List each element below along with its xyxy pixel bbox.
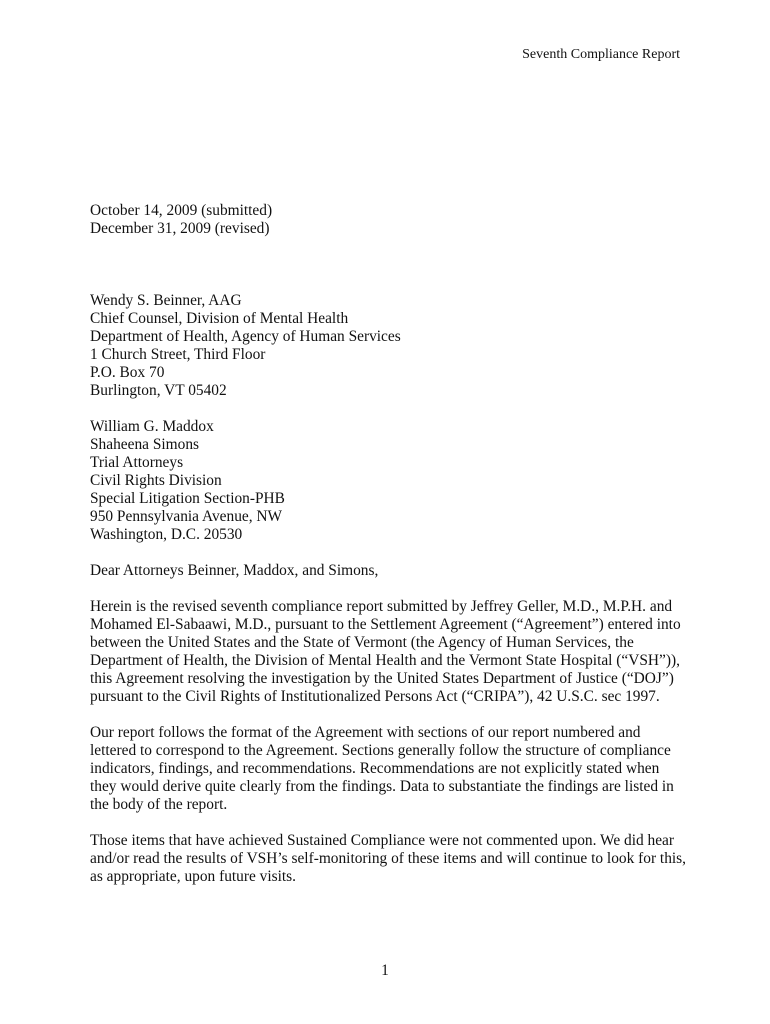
date-submitted: October 14, 2009 (submitted) [90,202,273,219]
salutation [90,562,688,580]
paragraph-line: Mohamed El-Sabaawi, M.D., pursuant to the Settlement Agreement (“Agreement”) entered into [90,616,681,633]
salutation-text: Dear Attorneys Beinner, Maddox, and Simons, [90,562,379,579]
paragraph-line: they would derive quite clearly from the findings. Data to substantiate the findings are listed in [90,778,674,795]
paragraph-intro [90,598,688,706]
paragraph-line: lettered to correspond to the Agreement. Sections generally follow the structure of compliance [90,742,671,759]
page-number: 1 [381,962,389,979]
paragraph-line: this Agreement resolving the investigation by the United States Department of Justice (“DOJ”) [90,670,674,687]
paragraph-line: indicators, findings, and recommendations. Recommendations are not explicitly stated when [90,760,660,777]
addressee-line: Civil Rights Division [90,472,222,489]
addressee-line: Trial Attorneys [90,454,184,471]
addressee-line: P.O. Box 70 [90,364,165,381]
addressee-line: Wendy S. Beinner, AAG [90,292,242,309]
addressee-line: 1 Church Street, Third Floor [90,346,266,363]
paragraph-line: Department of Health, the Division of Mental Health and the Vermont State Hospital (“VSH”)), [90,652,680,669]
paragraph-line: Those items that have achieved Sustained Compliance were not commented upon. We did hear [90,832,675,849]
addressee-line: Burlington, VT 05402 [90,382,227,399]
addressee-line: Special Litigation Section-PHB [90,490,285,507]
paragraph-line: between the United States and the State of Vermont (the Agency of Human Services, the [90,634,634,651]
paragraph-line: Herein is the revised seventh compliance report submitted by Jeffrey Geller, M.D., M.P.H. and [90,598,673,615]
paragraph-line: the body of the report. [90,796,228,813]
date-block [90,202,688,238]
addressee-line: Chief Counsel, Division of Mental Health [90,310,349,327]
paragraph-format [90,724,688,814]
paragraph-sustained-compliance [90,832,688,886]
addressee-line: Washington, D.C. 20530 [90,526,243,543]
paragraph-line: pursuant to the Civil Rights of Institutionalized Persons Act (“CRIPA”), 42 U.S.C. sec 1997. [90,688,660,705]
paragraph-line: Our report follows the format of the Agreement with sections of our report numbered and [90,724,641,741]
addressee-line: Department of Health, Agency of Human Services [90,328,401,345]
paragraph-line: and/or read the results of VSH’s self-monitoring of these items and will continue to look for this, [90,850,687,867]
running-header: Seventh Compliance Report [522,47,680,62]
addressee-line: William G. Maddox [90,418,214,435]
addressee-block-2 [90,418,688,544]
date-revised: December 31, 2009 (revised) [90,220,270,237]
addressee-block-1 [90,292,688,400]
addressee-line: 950 Pennsylvania Avenue, NW [90,508,283,525]
addressee-line: Shaheena Simons [90,436,200,453]
paragraph-line: as appropriate, upon future visits. [90,868,297,885]
